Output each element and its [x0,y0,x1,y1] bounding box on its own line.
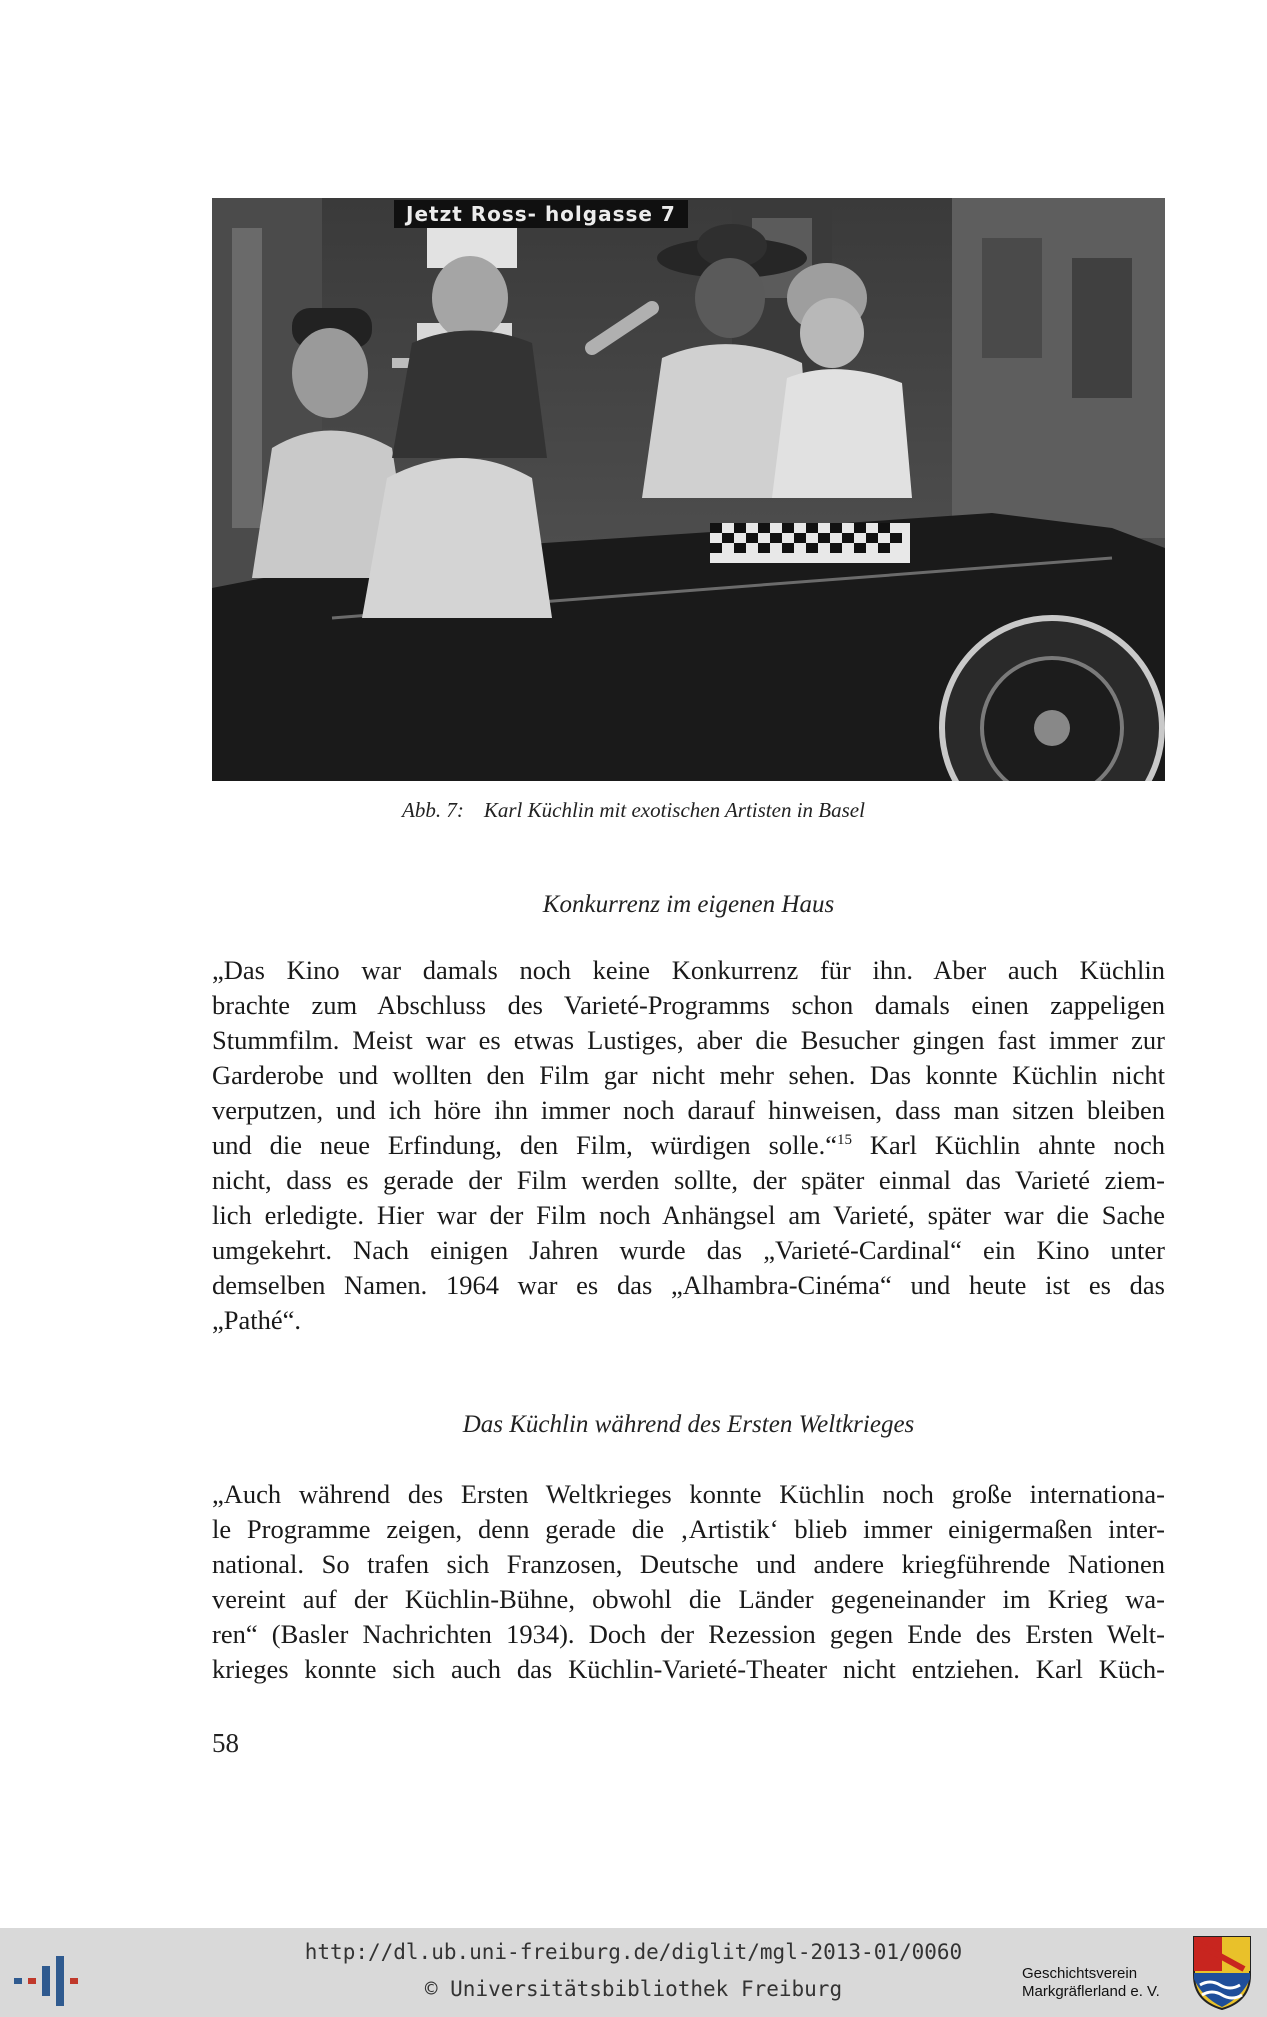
text-line: national. So trafen sich Franzosen, Deutsche und andere kriegführende Nationen [212,1549,1165,1579]
checker-stripe [710,523,910,563]
society-line: Geschichtsverein [1022,1965,1138,1982]
text-line: „Das Kino war damals noch keine Konkurrenz für ihn. Aber auch Küchlin [212,955,1165,985]
society-name [1022,1965,1160,2001]
society-line: Markgräflerland e. V. [1022,1983,1160,2000]
footer-bar [0,1928,1267,2017]
text-line: demselben Namen. 1964 war es das „Alhambra-Cinéma“ und heute ist es das [212,1270,1165,1300]
text-line: umgekehrt. Nach einigen Jahren wurde das „Varieté-Cardinal“ ein Kino unter [212,1235,1165,1265]
figure-photo [212,198,1165,781]
footer-copyright: © Universitätsbibliothek Freiburg [424,1977,843,2001]
text-line: le Programme zeigen, denn gerade die ‚Artistik‘ blieb immer einigermaßen inter- [212,1514,1165,1544]
vintage-car-photo [212,198,1165,781]
text-line: Garderobe und wollten den Film gar nicht mehr sehen. Das konnte Küchlin nicht [212,1060,1165,1090]
text-line: vereint auf der Küchlin-Bühne, obwohl die Länder gegeneinander im Krieg wa- [212,1584,1165,1614]
caption-text: Karl Küchlin mit exotischen Artisten in Basel [483,798,865,822]
text-line: ren“ (Basler Nachrichten 1934). Doch der Rezession gegen Ende des Ersten Welt- [212,1619,1165,1649]
text-line: „Auch während des Ersten Weltkrieges konnte Küchlin noch große internationa- [212,1479,1165,1509]
section-heading: Das Küchlin während des Ersten Weltkrieges [462,1411,915,1438]
text-line: verputzen, und ich höre ihn immer noch darauf hinweisen, dass man sitzen bleiben [212,1095,1165,1125]
street-sign: Jetzt Ross- holgasse 7 [394,200,688,228]
text-line: krieges konnte sich auch das Küchlin-Varieté-Theater nicht entziehen. Karl Küch- [212,1654,1165,1684]
caption-label: Abb. 7: [402,798,464,822]
section-heading: Konkurrenz im eigenen Haus [542,891,835,918]
body-paragraph [212,953,1165,1338]
figure-caption [0,798,1267,823]
coat-of-arms-icon [1192,1935,1252,2011]
body-paragraph [212,1477,1165,1687]
text-line: Stummfilm. Meist war es etwas Lustiges, aber die Besucher gingen fast immer zur [212,1025,1165,1055]
footnote-reference: 15 [837,1132,853,1149]
text-segment: und die neue Erfindung, den Film, würdigen solle.“ [212,1130,838,1160]
text-line: brachte zum Abschluss des Varieté-Programms schon damals einen zappeligen [212,990,1165,1020]
footer-url-link[interactable]: http://dl.ub.uni-freiburg.de/diglit/mgl-2013-01/0060 [304,1940,963,1964]
page-number: 58 [212,1728,239,1758]
text-line-with-footnote [212,1128,1165,1163]
text-line: „Pathé“. [212,1305,302,1335]
text-segment: Karl Küchlin ahnte noch [852,1130,1165,1160]
text-line: lich erledigte. Hier war der Film noch Anhängsel am Varieté, später war die Sache [212,1200,1165,1230]
text-line: nicht, dass es gerade der Film werden sollte, der später einmal das Varieté ziem- [212,1165,1165,1195]
